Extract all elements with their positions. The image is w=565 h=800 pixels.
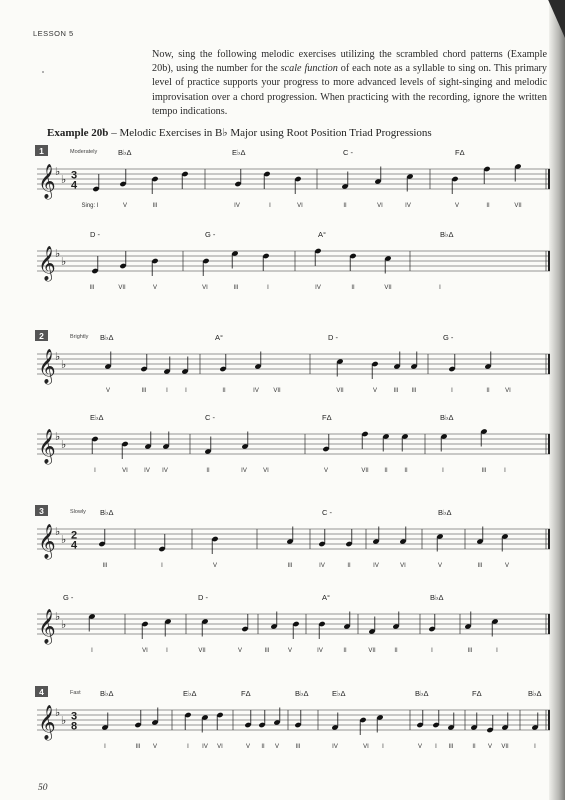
scale-degree-label: I [166, 648, 168, 654]
scale-degree-label: I [166, 388, 168, 394]
example-label: Example 20b [47, 127, 109, 139]
scale-degree-label: I [451, 388, 453, 394]
scale-degree-label: VI [377, 203, 383, 209]
scale-degree-label: I [382, 744, 384, 750]
scale-degree-label: III [233, 285, 239, 291]
exercise-number: 1 [39, 146, 44, 156]
scale-degree-label: V [323, 468, 329, 474]
staff-system [35, 330, 550, 394]
scale-degree-label: V [152, 744, 158, 750]
key-flat-b: ♭ [55, 526, 61, 538]
scale-degree-label: I [104, 744, 106, 750]
scale-degree-label: II [261, 744, 265, 750]
time-signature-top: 3 [71, 710, 78, 723]
scale-degree-label: VI [142, 648, 148, 654]
scale-degree-label: VI [202, 285, 208, 291]
scale-degree-label: I [439, 285, 441, 291]
scale-degree-label: II [343, 648, 347, 654]
key-flat-b: ♭ [55, 351, 61, 363]
page-number: 50 [38, 783, 48, 793]
scale-degree-label: III [411, 388, 417, 394]
chord-symbol: B♭Δ [440, 413, 454, 422]
scale-degree-label: IV [317, 648, 323, 654]
scale-degree-label: VII [273, 388, 281, 394]
scale-degree-label: III [477, 563, 483, 569]
chord-symbol: FΔ [472, 689, 482, 698]
scale-degree-label: III [287, 563, 293, 569]
scale-degree-label: IV [144, 468, 150, 474]
scale-degree-label: III [141, 388, 147, 394]
scale-degree-label: IV [234, 203, 240, 209]
treble-clef: 𝄞 [38, 247, 56, 280]
scale-degree-label: II [384, 468, 388, 474]
scale-degree-label: IV [241, 468, 247, 474]
scale-degree-label: I [91, 648, 93, 654]
chord-symbol: FΔ [455, 148, 465, 157]
scale-degree-label: III [481, 468, 487, 474]
chord-symbol: B♭Δ [438, 508, 452, 517]
key-flat-e: ♭ [61, 534, 67, 546]
scale-degree-label: III [102, 563, 108, 569]
key-flat-b: ♭ [55, 431, 61, 443]
tempo-marking: Brightly [70, 334, 89, 340]
scale-degree-label: V [245, 744, 251, 750]
scale-degree-label: I [504, 468, 506, 474]
scale-degree-label: IV [405, 203, 411, 209]
scale-degree-label: III [152, 203, 158, 209]
treble-clef: 𝄞 [38, 350, 56, 383]
scale-degree-label: VI [297, 203, 303, 209]
scale-degree-label: II [472, 744, 476, 750]
scale-degree-label: VII [501, 744, 509, 750]
key-flat-e: ♭ [61, 174, 67, 186]
scale-degree-label: I [267, 285, 269, 291]
scale-degree-label: V [287, 648, 293, 654]
chord-symbol: A° [322, 593, 331, 602]
scale-degree-label: VII [361, 468, 369, 474]
key-flat-b: ♭ [55, 248, 61, 260]
chord-symbol: B♭Δ [440, 230, 454, 239]
scale-degree-label: V [152, 285, 158, 291]
key-flat-e: ♭ [61, 619, 67, 631]
scale-degree-label: VII [336, 388, 344, 394]
scale-degree-label: III [264, 648, 270, 654]
treble-clef: 𝄞 [38, 610, 56, 643]
time-signature-bottom: 4 [71, 179, 78, 192]
scale-degree-label: II [206, 468, 210, 474]
chord-symbol: G - [443, 333, 454, 342]
chord-symbol: A° [318, 230, 327, 239]
scale-degree-label: II [404, 468, 408, 474]
scale-degree-label: II [351, 285, 355, 291]
chord-symbol: G - [63, 593, 74, 602]
chord-symbol: B♭Δ [415, 689, 429, 698]
exercise-number: 3 [39, 506, 44, 516]
scale-degree-label: V [437, 563, 443, 569]
scale-degree-label: II [347, 563, 351, 569]
scale-degree-label: I [431, 648, 433, 654]
tempo-marking: Fast [70, 690, 81, 696]
scale-degree-label: III [467, 648, 473, 654]
scale-degree-label: II [394, 648, 398, 654]
scale-degree-label: VI [263, 468, 269, 474]
scale-degree-label: I [435, 744, 437, 750]
scale-degree-label: III [89, 285, 95, 291]
key-flat-e: ♭ [61, 439, 67, 451]
scale-degree-label: Sing: I [81, 203, 99, 209]
scale-degree-label: VII [514, 203, 522, 209]
scale-degree-label: IV [315, 285, 321, 291]
chord-symbol: D - [328, 333, 338, 342]
chord-symbol: E♭Δ [232, 148, 246, 157]
intro-text-part1: Now, sing the following melodic exercises utilizing the scrambled chord patterns (Example 20b), using the number for the [152, 49, 547, 75]
scale-degree-label: VII [368, 648, 376, 654]
chord-symbol: D - [198, 593, 208, 602]
chord-symbol: B♭Δ [100, 689, 114, 698]
scale-degree-label: V [122, 203, 128, 209]
time-signature-top: 3 [71, 169, 78, 182]
scale-degree-label: V [105, 388, 111, 394]
scale-degree-label: I [161, 563, 163, 569]
scale-degree-label: III [135, 744, 141, 750]
treble-clef: 𝄞 [38, 165, 56, 198]
scale-degree-label: V [504, 563, 510, 569]
scale-degree-label: V [274, 744, 280, 750]
scale-degree-label: I [185, 388, 187, 394]
scale-degree-label: II [343, 203, 347, 209]
staff-system [35, 686, 550, 750]
scale-degree-label: II [486, 203, 490, 209]
chord-symbol: B♭Δ [100, 333, 114, 342]
staff-system [37, 413, 550, 474]
scale-degree-label: I [94, 468, 96, 474]
tempo-marking: Moderately [70, 149, 98, 155]
scale-degree-label: IV [162, 468, 168, 474]
scale-degree-label: II [486, 388, 490, 394]
scale-degree-label: VII [118, 285, 126, 291]
chord-symbol: A° [215, 333, 224, 342]
staff-system [35, 145, 550, 209]
key-flat-e: ♭ [61, 256, 67, 268]
staff-system [37, 230, 550, 291]
scale-degree-label: III [295, 744, 301, 750]
scale-degree-label: IV [319, 563, 325, 569]
tempo-marking: Slowly [70, 509, 86, 515]
scale-degree-label: VI [217, 744, 223, 750]
scale-degree-label: III [393, 388, 399, 394]
chord-symbol: B♭Δ [100, 508, 114, 517]
chord-symbol: C - [205, 413, 215, 422]
key-flat-b: ♭ [55, 166, 61, 178]
key-flat-b: ♭ [55, 707, 61, 719]
scale-degree-label: IV [202, 744, 208, 750]
scale-degree-label: VII [384, 285, 392, 291]
time-signature-top: 2 [71, 529, 78, 542]
scale-degree-label: IV [332, 744, 338, 750]
scale-degree-label: II [222, 388, 226, 394]
chord-symbol: E♭Δ [332, 689, 346, 698]
intro-emphasis: scale function [280, 63, 338, 75]
scale-degree-label: IV [373, 563, 379, 569]
time-signature-bottom: 4 [71, 539, 78, 552]
chord-symbol: C - [343, 148, 353, 157]
scale-degree-label: I [187, 744, 189, 750]
lesson-header: LESSON 5 [33, 29, 74, 38]
exercise-number: 4 [39, 687, 44, 697]
chord-symbol: FΔ [322, 413, 332, 422]
time-signature-bottom: 8 [71, 720, 78, 733]
scale-degree-label: III [448, 744, 454, 750]
scale-degree-label: I [496, 648, 498, 654]
scale-degree-label: V [487, 744, 493, 750]
scale-degree-label: V [237, 648, 243, 654]
scale-degree-label: VI [363, 744, 369, 750]
scale-degree-label: V [372, 388, 378, 394]
chord-symbol: FΔ [241, 689, 251, 698]
chord-symbol: C - [322, 508, 332, 517]
example-title: – Melodic Exercises in B♭ Major using Root Position Triad Progressions [108, 127, 432, 139]
chord-symbol: B♭Δ [118, 148, 132, 157]
scale-degree-label: I [442, 468, 444, 474]
scale-degree-label: IV [253, 388, 259, 394]
treble-clef: 𝄞 [38, 430, 56, 463]
scale-degree-label: I [534, 744, 536, 750]
treble-clef: 𝄞 [38, 525, 56, 558]
intro-text-part2: of each note as a syllable to sing on. This primary level of practice supports your progress to more advanced levels of sight-singing and melodic improvisation over a chord progression. When practicing with the recording, ignore the written tempo indications. [152, 63, 548, 117]
scale-degree-label: V [454, 203, 460, 209]
chord-symbol: B♭Δ [528, 689, 542, 698]
chord-symbol: E♭Δ [183, 689, 197, 698]
scale-degree-label: I [269, 203, 271, 209]
chord-symbol: B♭Δ [295, 689, 309, 698]
scale-degree-label: V [417, 744, 423, 750]
chord-symbol: D - [90, 230, 100, 239]
chord-symbol: B♭Δ [430, 593, 444, 602]
treble-clef: 𝄞 [38, 706, 56, 739]
scale-degree-label: V [212, 563, 218, 569]
key-flat-b: ♭ [55, 611, 61, 623]
key-flat-e: ♭ [61, 715, 67, 727]
chord-symbol: G - [205, 230, 216, 239]
scale-degree-label: VI [505, 388, 511, 394]
scale-degree-label: VII [198, 648, 206, 654]
staff-system [37, 593, 550, 654]
scale-degree-label: VI [400, 563, 406, 569]
staff-system [35, 505, 550, 569]
exercise-number: 2 [39, 331, 44, 341]
chord-symbol: E♭Δ [90, 413, 104, 422]
scale-degree-label: VI [122, 468, 128, 474]
key-flat-e: ♭ [61, 359, 67, 371]
